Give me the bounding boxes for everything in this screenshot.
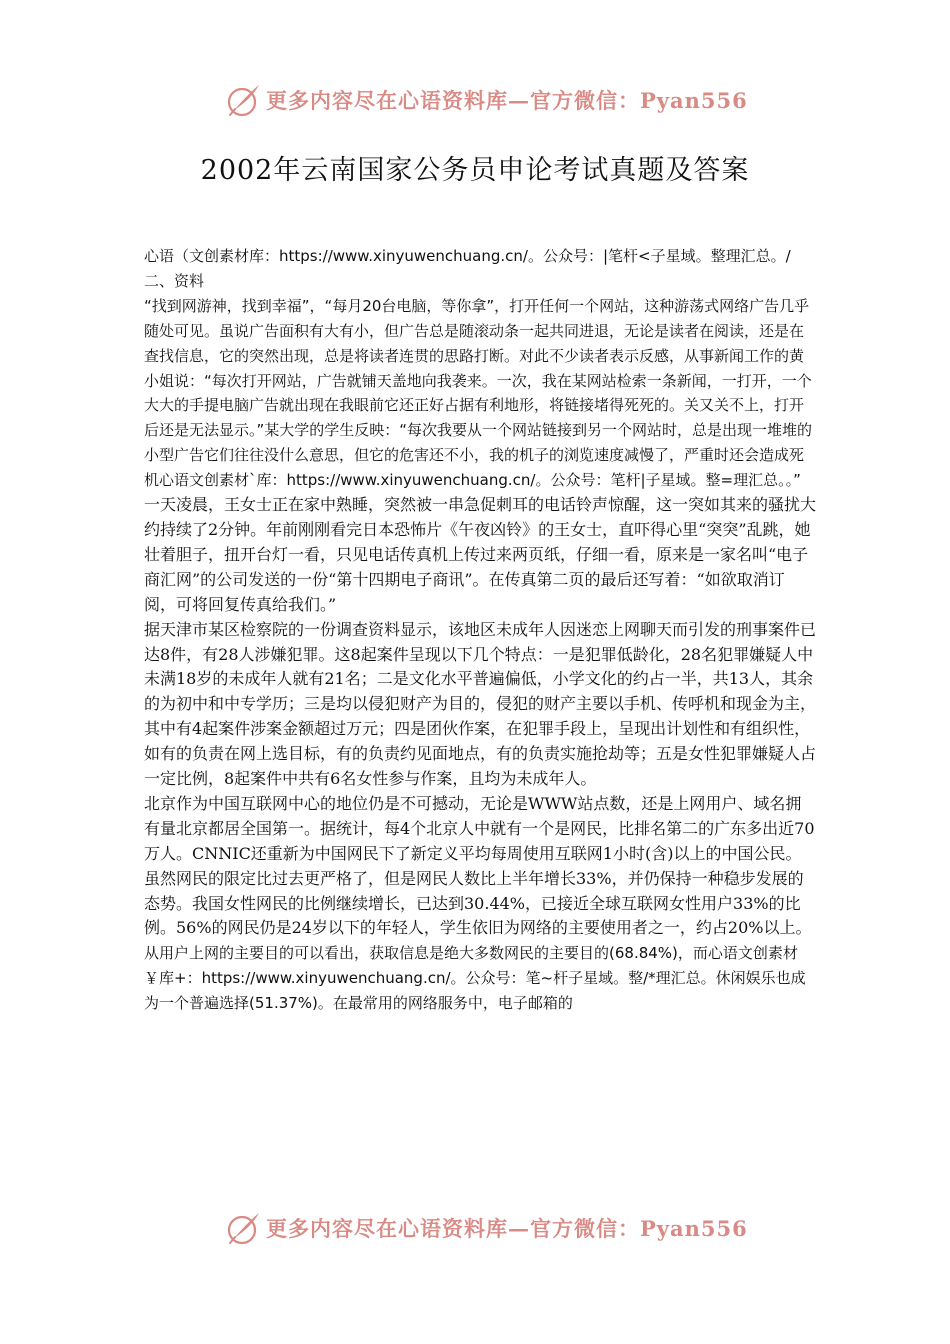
body-paragraph: 一天凌晨，王女士正在家中熟睡，突然被一串急促刺耳的电话铃声惊醒，这一突如其来的骚扰大约持续了2分钟。年前刚刚看完日本恐怖片《午夜凶铃》的王女士，直吓得心里“突突”乱跳，她壮着胆子，扭开台灯一看，只见电话传真机上传过来两页纸，仔细一看，原来是一家名叫“电子商汇网”的公司发送的一份“第十四期电子商讯”。在传真第二页的最后还写着：“如欲取消订阅，可将回复传真给我们。” bbox=[144, 495, 817, 614]
footer-banner-text: 更多内容尽在心语资料库—官方微信：Pyan556 bbox=[266, 1216, 748, 1241]
quill-logo-icon bbox=[226, 82, 262, 118]
header-banner-text: 更多内容尽在心语资料库—官方微信：Pyan556 bbox=[266, 88, 748, 113]
header-banner bbox=[226, 80, 748, 120]
body-paragraph: 从用户上网的主要目的可以看出，获取信息是绝大多数网民的主要目的(68.84%)，而心语文创素材￥库+：https://www.xinyuwenchuang.cn/。公众号：笔~杆子星域。整/*理汇总。休闲娱乐也成为一个普遍选择(51.37%)。在最常用的网络服务中，电子邮箱的 bbox=[144, 944, 806, 1013]
document-title: 2002年云南国家公务员申论考试真题及答案 bbox=[200, 155, 750, 186]
document-body bbox=[144, 244, 816, 1016]
body-paragraph: “找到网游神，找到幸福”，“每月20台电脑，等你拿”，打开任何一个网站，这种游荡式网络广告几乎随处可见。虽说广告面积有大有小，但广告总是随滚动条一起共同进退，无论是读者在阅读，还是在查找信息，它的突然出现，总是将读者连贯的思路打断。对此不少读者表示反感，从事新闻工作的黄小姐说：“每次打开网站，广告就铺天盖地向我袭来。一次，我在某网站检索一条新闻，一打开，一个大大的手提电脑广告就出现在我眼前它还正好占据有利地形，将链接堵得死死的。关又关不上，打开后还是无法显示。”某大学的学生反映：“每次我要从一个网站链接到另一个网站时，总是出现一堆堆的小型广告它们往往没什么意思，但它的危害还不小，我的机子的浏览速度减慢了，严重时还会造成死机心语文创素材`库：https://www.xinyuwenchuang.cn/。公众号：笔杆|子星域。整=理汇总。。” bbox=[144, 296, 813, 490]
quill-logo-icon bbox=[226, 1210, 262, 1246]
body-paragraph: 据天津市某区检察院的一份调查资料显示，该地区未成年人因迷恋上网聊天而引发的刑事案件已达8件，有28人涉嫌犯罪。这8起案件呈现以下几个特点：一是犯罪低龄化，28名犯罪嫌疑人中未满18岁的未成年人就有21名；二是文化水平普遍偏低，小学文化的约占一半，共13人，其余的为初中和中专学历；三是均以侵犯财产为目的，侵犯的财产主要以手机、传呼机和现金为主，其中有4起案件涉案金额超过万元；四是团伙作案，在犯罪手段上，呈现出计划性和有组织性，如有的负责在网上选目标，有的负责约见面地点，有的负责实施抢劫等；五是女性犯罪嫌疑人占一定比例，8起案件中共有6名女性参与作案，且均为未成年人。 bbox=[144, 619, 817, 789]
body-paragraph: 心语（文创素材库：https://www.xinyuwenchuang.cn/。公众号：|笔杆<子星域。整理汇总。/二、资料 bbox=[144, 247, 791, 290]
footer-banner bbox=[226, 1208, 748, 1248]
body-paragraph: 北京作为中国互联网中心的地位仍是不可撼动，无论是WWW站点数，还是上网用户、域名拥有量北京都居全国第一。据统计，每4个北京人中就有一个是网民，比排名第二的广东多出近70万人。CNNIC还重新为中国网民下了新定义平均每周使用互联网1小时(含)以上的中国公民。虽然网民的限定比过去更严格了，但是网民人数比上半年增长33%，并仍保持一种稳步发展的态势。我国女性网民的比例继续增长，已达到30.44%，已接近全球互联网女性用户33%的比例。56%的网民仍是24岁以下的年轻人，学生依旧为网络的主要使用者之一，约占20%以上。 bbox=[144, 793, 815, 938]
